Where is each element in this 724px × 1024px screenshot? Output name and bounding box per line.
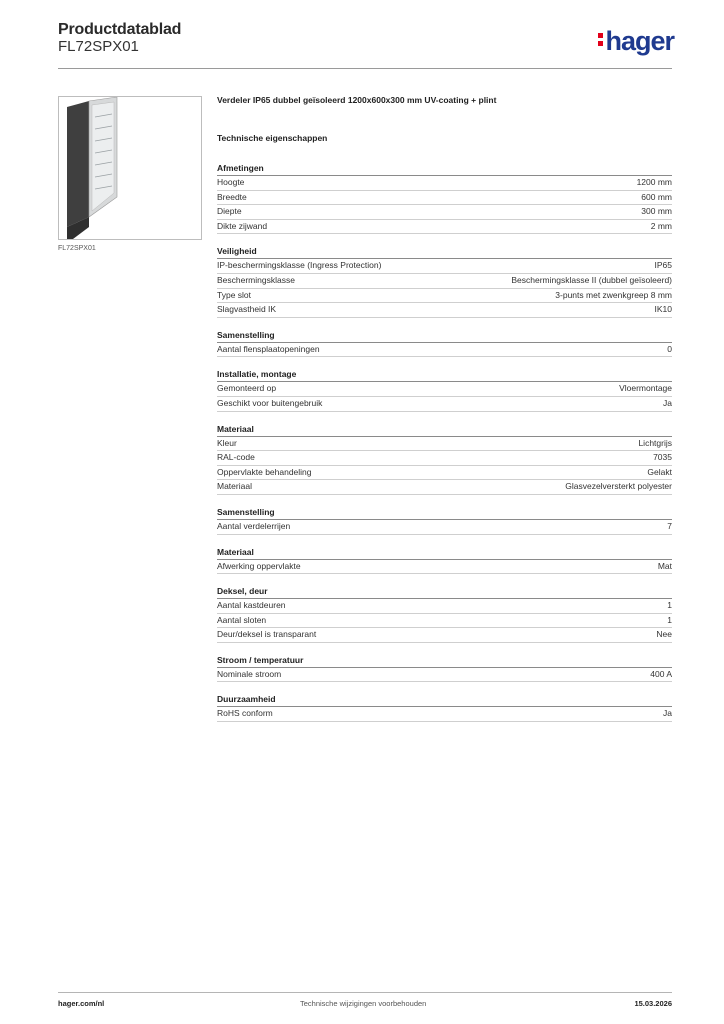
spec-label: Oppervlakte behandeling — [217, 466, 312, 477]
spec-section — [217, 546, 672, 575]
spec-row — [217, 259, 672, 274]
spec-label: Aantal sloten — [217, 614, 267, 625]
spec-row — [217, 560, 672, 575]
product-code: FL72SPX01 — [58, 38, 139, 55]
spec-section — [217, 506, 672, 535]
spec-row — [217, 466, 672, 481]
spec-row — [217, 668, 672, 683]
footer-date: 15.03.2026 — [634, 999, 672, 1008]
section-title: Stroom / temperatuur — [217, 654, 672, 668]
spec-value: 1 — [667, 614, 672, 625]
section-title: Installatie, montage — [217, 368, 672, 382]
spec-value: Nee — [656, 629, 672, 640]
spec-row — [217, 437, 672, 452]
section-title: Materiaal — [217, 546, 672, 560]
spec-value: 7 — [667, 520, 672, 531]
page-title: Productdatablad — [58, 21, 182, 38]
section-title: Deksel, deur — [217, 585, 672, 599]
specifications — [217, 95, 672, 733]
spec-label: Diepte — [217, 206, 242, 217]
spec-value: IP65 — [654, 260, 672, 271]
spec-label: RoHS conform — [217, 708, 273, 719]
spec-sections — [217, 162, 672, 722]
spec-label: Aantal kastdeuren — [217, 600, 286, 611]
spec-label: Materiaal — [217, 481, 252, 492]
spec-section — [217, 368, 672, 411]
spec-row — [217, 451, 672, 466]
section-title: Samenstelling — [217, 329, 672, 343]
spec-value: Ja — [663, 708, 672, 719]
spec-value: Glasvezelversterkt polyester — [565, 481, 672, 492]
image-caption: FL72SPX01 — [58, 245, 96, 252]
footer-divider — [58, 992, 672, 993]
spec-label: Deur/deksel is transparant — [217, 629, 317, 640]
spec-value: Lichtgrijs — [638, 437, 672, 448]
spec-value: 2 mm — [650, 220, 672, 231]
spec-row — [217, 191, 672, 206]
spec-value: Vloermontage — [619, 383, 672, 394]
logo-text: hager — [605, 26, 674, 56]
spec-label: Nominale stroom — [217, 668, 282, 679]
technical-properties-heading: Technische eigenschappen — [217, 133, 328, 143]
logo-dots-icon — [598, 33, 603, 49]
spec-row — [217, 397, 672, 412]
spec-section — [217, 654, 672, 683]
spec-row — [217, 303, 672, 318]
spec-row — [217, 274, 672, 289]
spec-section — [217, 162, 672, 234]
spec-label: Type slot — [217, 289, 252, 300]
spec-row — [217, 480, 672, 495]
spec-label: RAL-code — [217, 452, 255, 463]
spec-section — [217, 693, 672, 722]
spec-row — [217, 382, 672, 397]
footer-disclaimer: Technische wijzigingen voorbehouden — [300, 999, 427, 1008]
spec-section — [217, 245, 672, 317]
spec-label: Breedte — [217, 191, 247, 202]
spec-label: IP-beschermingsklasse (Ingress Protection) — [217, 260, 382, 271]
spec-value: Beschermingsklasse II (dubbel geïsoleerd) — [511, 274, 672, 285]
spec-row — [217, 520, 672, 535]
spec-row — [217, 220, 672, 235]
spec-row — [217, 289, 672, 304]
spec-label: Hoogte — [217, 177, 245, 187]
spec-row — [217, 599, 672, 614]
section-title: Samenstelling — [217, 506, 672, 520]
spec-value: 300 mm — [641, 206, 672, 217]
spec-section — [217, 329, 672, 358]
spec-value: 1200 mm — [636, 177, 672, 187]
section-title: Afmetingen — [217, 162, 672, 176]
spec-label: Afwerking oppervlakte — [217, 560, 301, 571]
header-divider — [58, 68, 672, 69]
spec-section — [217, 585, 672, 643]
spec-label: Dikte zijwand — [217, 220, 268, 231]
hager-logo — [598, 26, 674, 57]
product-description: Verdeler IP65 dubbel geïsoleerd 1200x600x300 mm UV-coating + plint — [217, 95, 497, 105]
spec-value: 600 mm — [641, 191, 672, 202]
spec-label: Geschikt voor buitengebruik — [217, 397, 323, 408]
spec-section — [217, 423, 672, 495]
spec-row — [217, 176, 672, 191]
footer-website: hager.com/nl — [58, 999, 105, 1008]
spec-row — [217, 614, 672, 629]
section-title: Veiligheid — [217, 245, 672, 259]
spec-label: Slagvastheid IK — [217, 304, 277, 315]
spec-value: Mat — [657, 560, 672, 571]
spec-value: Gelakt — [647, 466, 672, 477]
spec-value: 0 — [667, 343, 672, 354]
spec-value: Ja — [663, 397, 672, 408]
spec-label: Aantal verdelerrijen — [217, 520, 291, 531]
spec-row — [217, 343, 672, 358]
spec-label: Gemonteerd op — [217, 383, 277, 394]
section-title: Duurzaamheid — [217, 693, 672, 707]
spec-row — [217, 205, 672, 220]
spec-label: Kleur — [217, 437, 237, 448]
spec-value: 7035 — [653, 452, 672, 463]
spec-value: IK10 — [654, 304, 672, 315]
spec-label: Aantal flensplaatopeningen — [217, 343, 320, 354]
section-title: Materiaal — [217, 423, 672, 437]
spec-label: Beschermingsklasse — [217, 274, 295, 285]
product-image — [58, 96, 202, 240]
spec-row — [217, 628, 672, 643]
spec-row — [217, 707, 672, 722]
distribution-cabinet-icon — [59, 97, 201, 239]
spec-value: 3-punts met zwenkgreep 8 mm — [555, 289, 672, 300]
spec-value: 400 A — [650, 668, 672, 679]
spec-value: 1 — [667, 600, 672, 611]
